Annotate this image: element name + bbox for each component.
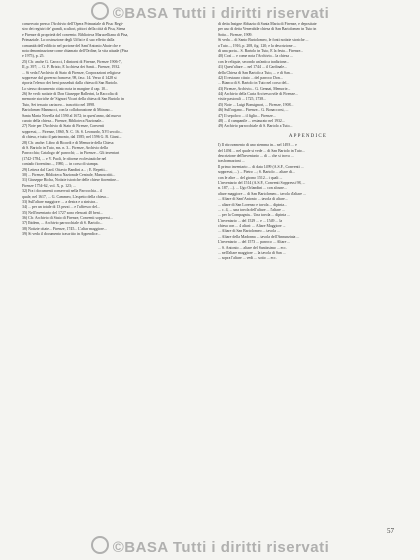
text-line: soppresse dal governo francese, 98, fasc. 14. Verso il 1428 si bbox=[22, 75, 117, 80]
text-line: Lo stesso documento citato nota in margine il cap. 10... bbox=[22, 86, 109, 91]
text-line: contado fiorentino..., 1980, ... in corso di stampa. bbox=[22, 162, 99, 167]
text-line: Bartolomeo Mannucci, con la collaborazione di Mitrano... bbox=[22, 108, 113, 113]
text-line: 44) Archivio della Curia Arcivescovile di Firenze... bbox=[218, 92, 298, 97]
text-line: ... c. 4, ... una tavola dell'altare ... l'altare ... bbox=[218, 207, 285, 212]
text-line: 27) Note per l'Archivio di Stato di Firenze, Conventi bbox=[22, 124, 105, 129]
text-line: nota denominazione come chiamato dell'Ordine, la vita attuale (Pisa bbox=[22, 48, 129, 53]
text-line: comunità dell'edificio nel portone del Sant'Antonio Abate che e bbox=[22, 43, 121, 48]
watermark-top bbox=[0, 2, 420, 22]
text-line: di S. Bartolo in Tuto, ms. n. 3... Firenze, Archivio della bbox=[22, 145, 108, 150]
text-line: ... altare di San Lorenzo e tavola ... dipinta... bbox=[218, 202, 288, 207]
text-line: del 1494 ... nel quale si vede ... di San Bartolo in Tuto... bbox=[218, 148, 305, 153]
text-line: Santa Maria Novella dal 1590 al 1672; in quest'anno, dal nuovo bbox=[22, 113, 122, 118]
watermark-bottom bbox=[0, 536, 420, 556]
text-line: a Tuto..., 1916, p. 208, fig. 120; e la descrizione ... bbox=[218, 43, 297, 48]
text-line: descrizione dell'inventario ... di ... che si trova ... bbox=[218, 154, 294, 158]
text-line: (1742-1784, ... e V. Paoli, le riforme ecclesiastiche nel bbox=[22, 156, 107, 161]
text-line: I) Il ritrovamento di uno stemma in... nel 1493 ... e bbox=[218, 143, 297, 148]
text-line: Si veda ... di Santo Bartolomeo, le fonti notizie storiche ... bbox=[218, 38, 309, 43]
text-line: 41) Quest'altare ... nel 1744 ... il Cardinale... bbox=[218, 65, 287, 70]
text-line: 25) Cfr. anche G. Carocci, I dintorni di Firenze, Firenze 1906-7, bbox=[22, 59, 122, 64]
text-line: Sotto... Firenze, 1909. bbox=[218, 32, 253, 37]
text-line: con le altre ... del giorno 1512... i quali ... bbox=[218, 175, 283, 180]
text-line: conservato presso l'Archivio dell'Opera Primaziale di Pisa: Regi- bbox=[22, 22, 124, 26]
text-line: ... Altare di Sant'Antonio ... tavola di altare... bbox=[218, 197, 288, 202]
page-number: 57 bbox=[387, 527, 394, 535]
appendix-title: APPENDICE bbox=[288, 133, 328, 139]
text-line: L'inventario ... del 1529 ... e ... 1549 ... la bbox=[218, 218, 283, 223]
text-line: 42) Il restauro citato ... del parroco Don... bbox=[218, 75, 283, 80]
text-line: 49) Archivio parrocchiale di S. Bartolo a Tuto... bbox=[218, 124, 293, 129]
text-line: memorie storiche de' Signori Vicari della chiesa di San Bartolo in bbox=[22, 97, 124, 102]
text-line: II, p. 397; ... G. F. Brizio, E la chiesa dei Santi... Firenze, 1932. bbox=[22, 65, 121, 70]
text-line: di chiesa, e tutto il patrimonio, dal 1585; nel 1596 G. B. Giani... bbox=[22, 135, 122, 140]
watermark-seal-icon bbox=[91, 2, 109, 20]
text-line: 35) Nell'inventario del 1727 sono elencati 40 beni... bbox=[22, 210, 103, 215]
text-line: di detta Insigne Abbazia di Santa Maria di Firenze, e depositate bbox=[218, 22, 317, 26]
text-line: della Chiesa di San Bartolo a Tuto, ... e di San... bbox=[218, 70, 293, 75]
text-line: ... Bianca di S. Bartolo in Tuto nel corso del... bbox=[218, 81, 290, 86]
text-line: soppressi, ...) ... Pietro ...; S. Bartolo ... altare di... bbox=[218, 170, 295, 175]
text-line: 30) ... Firenze, Biblioteca Nazionale Centrale, Manoscritti... bbox=[22, 172, 116, 177]
text-line: Firenze 1754-62, vol. X, p. 123; ... bbox=[22, 183, 76, 188]
text-line: Primaziale. La costruzione degli Uffizi e il suo effetto dalla bbox=[22, 38, 115, 43]
text-line: 26) Se vedi: notizie di Don Giuseppe Ballerini, la Raccolta di bbox=[22, 92, 118, 97]
document-page bbox=[22, 22, 398, 522]
text-line: ... per la Compagnia... Una tavola ... dipinta ... bbox=[218, 213, 290, 218]
text-line: 39) Si veda il documento trascritto in Appendice... bbox=[22, 232, 101, 237]
text-line: Parrocchia; Catalogo de' parrochi; ... in Firenze... Gli inventari bbox=[22, 151, 120, 156]
text-line: ... S. Antonio ... altare del Santissimo ... ecc. bbox=[218, 245, 287, 250]
text-line: Il primo inventario ... di data 1499 (A.S.F., Conventi ... bbox=[218, 164, 304, 169]
text-line: chiesa con ... 4 altari: ... Altare Maggiore ... bbox=[218, 224, 286, 229]
text-line: 43) Firenze, Archivio... G. Gennai, Memorie... bbox=[218, 86, 291, 91]
text-line: visite pastorali ... 1725, 1738... bbox=[218, 97, 267, 102]
text-line: n. 187, ...). ... Ugo Orlandini ... con alcune... bbox=[218, 186, 287, 191]
right-column bbox=[218, 22, 398, 522]
text-line: 38) Notizie citate... Firenze, 1745... L'altar maggiore... bbox=[22, 226, 107, 231]
text-line: ... nell'altare maggiore ... la tavola di San ... bbox=[218, 251, 286, 256]
text-line: 40) Così ... e come nota l'Archivio... la chiesa ... bbox=[218, 54, 293, 59]
text-line: 31) Giuseppe Richa, Notizie istoriche delle chiese fiorentine... bbox=[22, 178, 119, 183]
appendix-text bbox=[218, 143, 398, 262]
text-line: curato della chiesa... Firenze, Biblioteca Nazionale... bbox=[22, 119, 105, 124]
text-line: per uso di detta Venerabile chiesa di San Bartolomeo in Tuto in bbox=[218, 27, 317, 32]
text-line: 28) Cfr. anche: Libro di Ricordi e di Memorie della Chiesa bbox=[22, 140, 114, 145]
text-line: 48) ... il campanile ... restaurato nel 1932... bbox=[218, 119, 285, 124]
text-line: ... Altare di San Bartolomeo ... tavola ... bbox=[218, 229, 280, 234]
text-line: 34) ... per un totale di 13 pezzi ... e l'affresco del... bbox=[22, 205, 100, 210]
text-line: e Firenze di proprietà del convento. Biblioteca Marucelliana di Pisa, bbox=[22, 32, 129, 37]
left-column bbox=[22, 22, 202, 522]
text-line: riporta l'elenco dei beni posseduti dalla chiesa di San Bartolo. bbox=[22, 81, 118, 86]
text-line: quale, nel 1617, ... G. Cammeo, L'aspetto della chiesa... bbox=[22, 194, 109, 199]
text-line: L'inventario del 1514 (A.S.F., Conventi Soppressi 98, ... bbox=[218, 180, 306, 185]
text-line: 37) Ibidem, ... Archivio parrocchiale di S. Bartolo... bbox=[22, 221, 103, 226]
text-line: 33) Sull'altare maggiore: ... a destra e a sinistra... bbox=[22, 199, 98, 204]
text-line: di una porta... S. Bartolo in Tuto, E la festa... Firenze... bbox=[218, 48, 304, 53]
text-line: altare maggiore ... di San Bartolomeo... tavola d'altare ... bbox=[218, 191, 306, 196]
watermark-seal-icon bbox=[91, 536, 109, 554]
text-line: 47) Il sepolcro ... il figlio... Firenze... bbox=[218, 113, 276, 118]
text-line: ... sopra l'altare ... vedi ... sotto ... ecc. bbox=[218, 256, 277, 261]
text-line: 45) Note ... Luigi Bonsignori, ... Firenze, 1908... bbox=[218, 102, 294, 107]
text-line: ... Si veda l'Archivio di Stato di Firenze, Corporazioni religiose bbox=[22, 70, 121, 75]
text-line: trasformazioni ... bbox=[218, 159, 245, 164]
right-column-notes bbox=[218, 22, 398, 130]
text-line: 32) Fra i documenti conservati nella Parrocchia... il bbox=[22, 189, 102, 194]
text-line: 29) Lettera dal Card. Ottavio Bandini a... ; E. Repetti... bbox=[22, 167, 108, 172]
text-line: L'inventario ... del 1573 ... parroco ... Altare ... bbox=[218, 240, 291, 245]
text-line: soppressi, ... Firenze, 1860, N. C. 16. S. Leonardo, XVI secolo... bbox=[22, 129, 123, 134]
text-line: 36) Cfr. Archivio di Stato di Firenze, Conventi soppressi... bbox=[22, 216, 113, 221]
text-line: e 1975), p. 25. bbox=[22, 54, 45, 59]
watermark-text: ©BASA Tutti i diritti riservati bbox=[112, 5, 330, 22]
text-line: 46) Sull'organo... Firenze... G. Bonaccorsi, ... bbox=[218, 108, 289, 113]
text-line: ... Altare della Madonna ... tavola dell'Annunziata ... bbox=[218, 234, 300, 239]
text-line: stro dei registri de' grandi, scultori, pittori della città di Pisa, Siena bbox=[22, 27, 126, 32]
text-line: Tuto, Sei tessuto cartaceo... trascritto nel 1898. bbox=[22, 102, 96, 107]
watermark-text: ©BASA Tutti i diritti riservati bbox=[112, 539, 330, 556]
text-line: con le reliquie, secondo un'antica tradizione... bbox=[218, 59, 290, 64]
